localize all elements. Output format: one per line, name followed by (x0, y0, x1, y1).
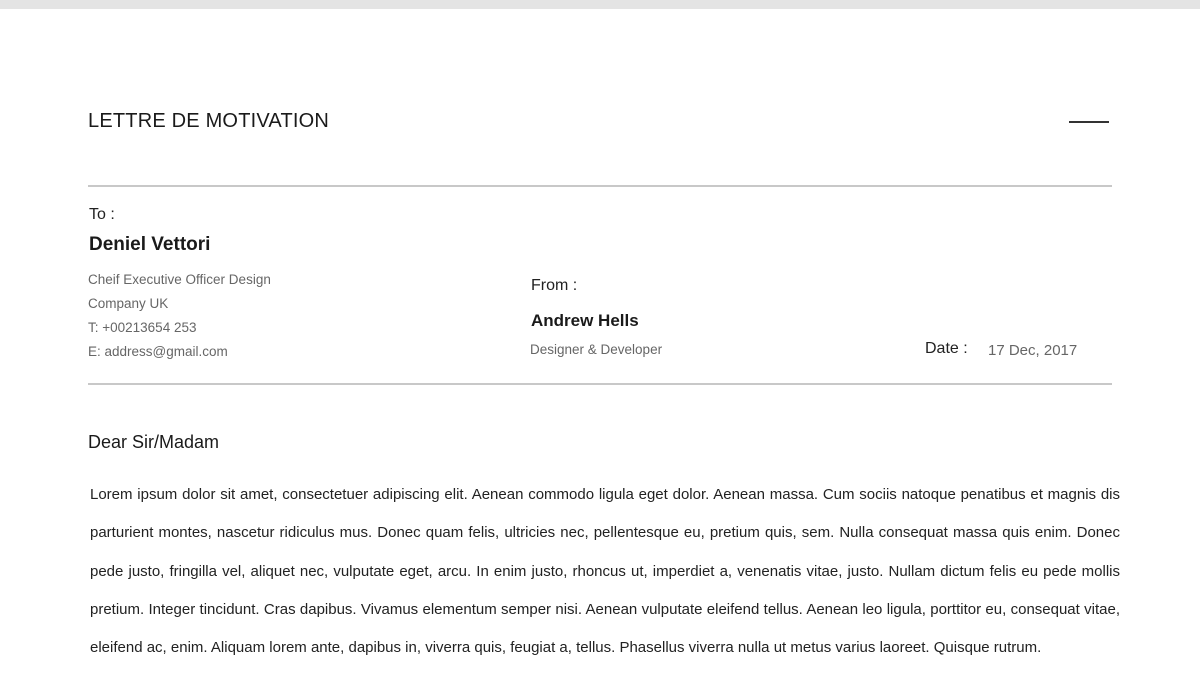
recipient-label: To : (89, 206, 115, 223)
document-title: LETTRE DE MOTIVATION (88, 110, 330, 132)
salutation: Dear Sir/Madam (88, 432, 220, 452)
sender-name: Andrew Hells (531, 311, 639, 330)
letter-body: Lorem ipsum dolor sit amet, consectetuer adipiscing elit. Aenean commodo ligula eget dolor. Aenean massa. Cum sociis natoque penatibus et magnis dis parturient montes, nascetur ridiculus mus. Donec quam felis, ultricies nec, pellentesque eu, pretium quis, sem. Nulla consequat massa quis enim. Donec pede justo, fringilla vel, aliquet nec, vulputate eget, arcu. In enim justo, rhoncus ut, imperdiet a, venenatis vitae, justo. Nullam dictum felis eu pede mollis pretium. Integer tincidunt. Cras dapibus. Vivamus elementum semper nisi. Aenean vulputate eleifend tellus. Aenean leo ligula, porttitor eu, consequat vitae, eleifend ac, enim. Aliquam lorem ante, dapibus in, viverra quis, feugiat a, tellus. Phasellus viverra nulla ut metus varius laoreet. Quisque rutrum. (90, 486, 1120, 657)
recipient-name: Deniel Vettori (89, 234, 211, 255)
recipient-email: E: address@gmail.com (88, 344, 228, 359)
title-dash-divider (1069, 121, 1109, 123)
sender-role: Designer & Developer (530, 342, 663, 357)
recipient-position: Cheif Executive Officer Design (88, 272, 271, 287)
recipient-phone: T: +00213654 253 (88, 320, 197, 335)
date-value: 17 Dec, 2017 (988, 342, 1078, 359)
date-label: Date : (925, 340, 968, 357)
header-divider-top (88, 185, 1112, 187)
sender-label: From : (531, 277, 578, 294)
recipient-company: Company UK (88, 296, 169, 311)
header-divider-bottom (88, 383, 1112, 385)
top-strip (0, 0, 1200, 9)
